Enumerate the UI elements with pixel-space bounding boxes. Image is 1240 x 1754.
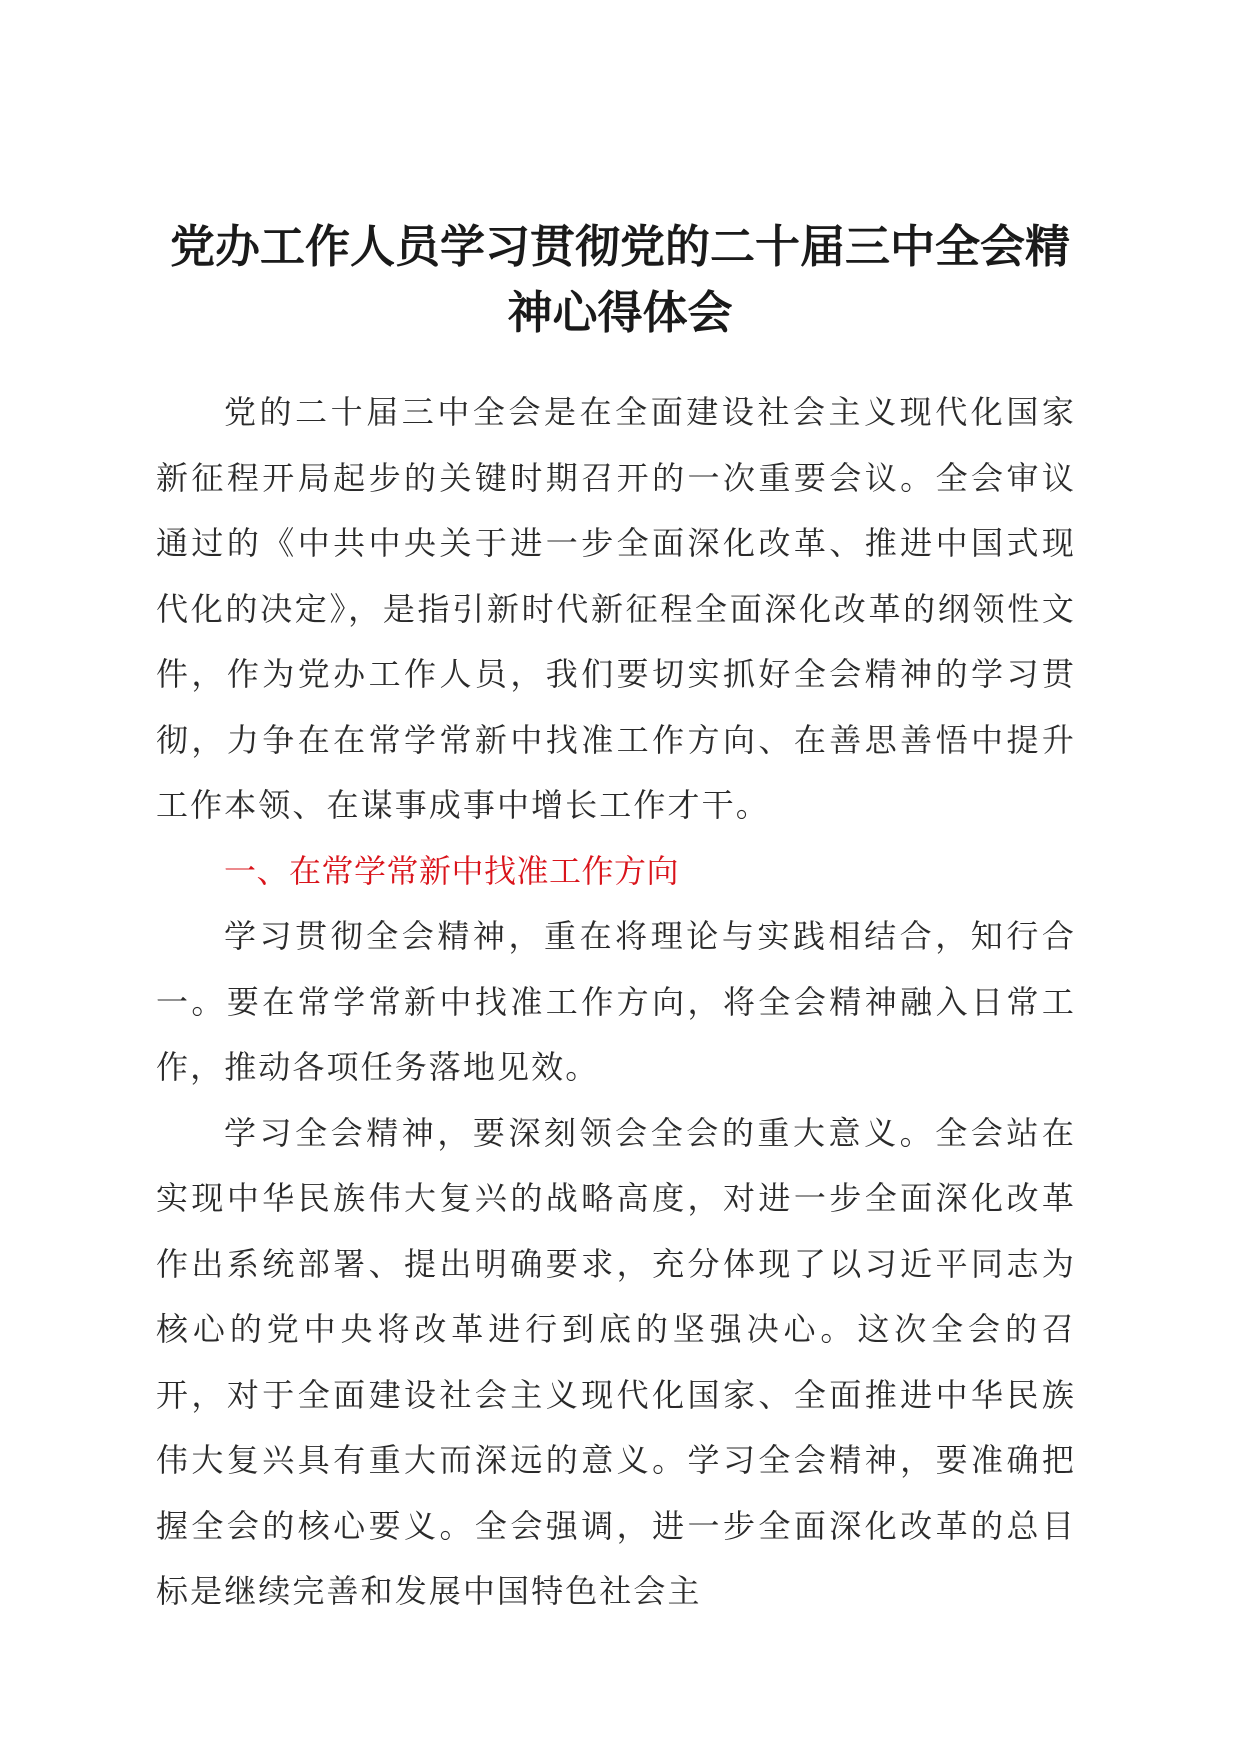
intro-paragraph: 党的二十届三中全会是在全面建设社会主义现代化国家新征程开局起步的关键时期召开的一次重要会议。全会审议通过的《中共中央关于进一步全面深化改革、推进中国式现代化的决定》，是指引新时代新征程全面深化改革的纲领性文件，作为党办工作人员，我们要切实抓好全会精神的学习贯彻，力争在在常学常新中找准工作方向、在善思善悟中提升工作本领、在谋事成事中增长工作才干。 (156, 393, 1076, 824)
document-title: 党办工作人员学习贯彻党的二十届三中全会精神心得体会 (169, 220, 1070, 339)
document-body (156, 380, 1076, 1625)
section-1-paragraph-2: 学习全会精神，要深刻领会全会的重大意义。全会站在实现中华民族伟大复兴的战略高度，对进一步全面深化改革作出系统部署、提出明确要求，充分体现了以习近平同志为核心的党中央将改革进行到底的坚强决心。这次全会的召开，对于全面建设社会主义现代化国家、全面推进中华民族伟大复兴具有重大而深远的意义。学习全会精神，要准确把握全会的核心要义。全会强调，进一步全面深化改革的总目标是继续完善和发展中国特色社会主 (156, 1113, 1076, 1610)
section-heading-1: 一、在常学常新中找准工作方向 (224, 851, 680, 890)
section-1-paragraph-1: 学习贯彻全会精神，重在将理论与实践相结合，知行合一。要在常学常新中找准工作方向，将全会精神融入日常工作，推动各项任务落地见效。 (156, 917, 1076, 1086)
